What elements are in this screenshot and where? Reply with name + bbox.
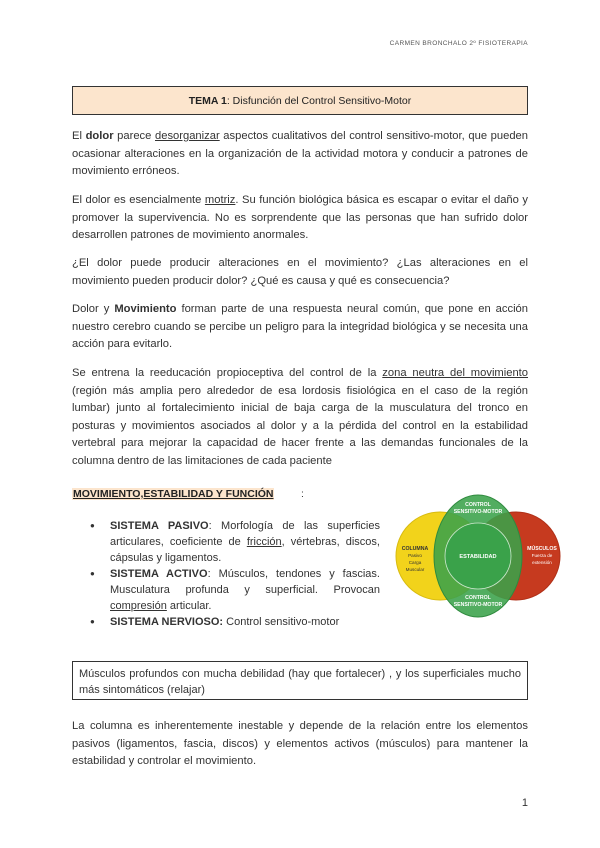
label-left-line4: Muscular [405,567,425,572]
section-heading: MOVIMIENTO,ESTABILIDAD Y FUNCIÓN [73,488,274,500]
list-item-nervous-system: ● SISTEMA NERVIOSO: Control sensitivo-motor [90,614,380,630]
topic-title: : Disfunción del Control Sensitivo-Motor [226,94,412,107]
label-right-line1: MÚSCULOS [527,546,557,552]
list-item-active-system: ● SISTEMA ACTIVO: Músculos, tendones y fascias. Musculatura profunda y superficial. Provocan compresión articular. [90,566,380,614]
paragraph-pain-movement: Dolor y Movimiento forman parte de una respuesta neural común, que pone en acción nuestro cerebro cuando se percibe un peligro para la integridad biológica y se necesita una acción para evitarlo. [72,303,529,350]
systems-list [90,518,380,630]
stability-venn-diagram [392,494,564,618]
running-header: CARMEN BRONCHALO 2º FISIOTERAPIA [389,40,528,47]
label-bottom-line2: SENSITIVO-MOTOR [453,602,503,608]
label-right-line2: Fuerza de [531,553,553,558]
label-top-line1: CONTROL [465,502,491,508]
paragraph-pain-definition: El dolor parece desorganizar aspectos cualitativos del control sensitivo-motor, que pueden ocasionar alteraciones en la organización de la actividad motora y conducir a patrones de movimiento erróneos. [72,130,528,177]
label-left-line1: COLUMNA [401,546,429,552]
topic-number: TEMA 1 [188,94,227,107]
label-bottom-line1: CONTROL [465,595,491,601]
paragraph-neutral-zone: Se entrena la reeducación propioceptiva del control de la zona neutra del movimiento (región más amplia pero alrededor de esa lordosis fisiológica en el caso de la región lumbar) junto al fortalecimiento inicial de baja carga de la musculatura del tronco en posturas y movimientos asociados al dolor y a la pérdida del control en la estabilidad vertebral para mejorar la capacidad de hacer frente a las demandas funcionales de la columna dentro de las limitaciones de cada paciente [72,367,529,467]
paragraph-pain-motor: El dolor es esencialmente motriz. Su función biológica básica es escapar o evitar el daño y promover la supervivencia. No es sorprendente que las personas que han sufrido dolor desarrollen patrones de movimiento anormales. [72,194,528,241]
label-left-line2: Pasivo [408,553,422,558]
note-box: Músculos profundos con mucha debilidad (hay que fortalecer) , y los superficiales mucho más sintomáticos (relajar) [72,661,528,700]
label-top-line2: SENSITIVO-MOTOR [453,509,503,515]
label-right-line3: extensión [532,560,552,565]
paragraph-questions: ¿El dolor puede producir alteraciones en el movimiento? ¿Las alteraciones en el movimiento pueden producir dolor? ¿Qué es causa y qué es consecuencia? [72,257,528,287]
list-item-passive-system: ● SISTEMA PASIVO: Morfología de las superficies articulares, coeficiente de fricción, vértebras, discos, cápsulas y ligamentos. [90,518,380,566]
label-left-line3: Carga [408,560,422,565]
topic-title-box [72,86,528,115]
page-number: 1 [521,797,528,809]
label-center-stability: ESTABILIDAD [459,554,497,560]
section-heading-colon: : [301,488,304,500]
paragraph-spine-stability: La columna es inherentemente inestable y depende de la relación entre los elementos pasivos (ligamentos, fascia, discos) y elementos activos (músculos) para mantener la estabilidad y controlar el movimiento. [72,720,528,767]
